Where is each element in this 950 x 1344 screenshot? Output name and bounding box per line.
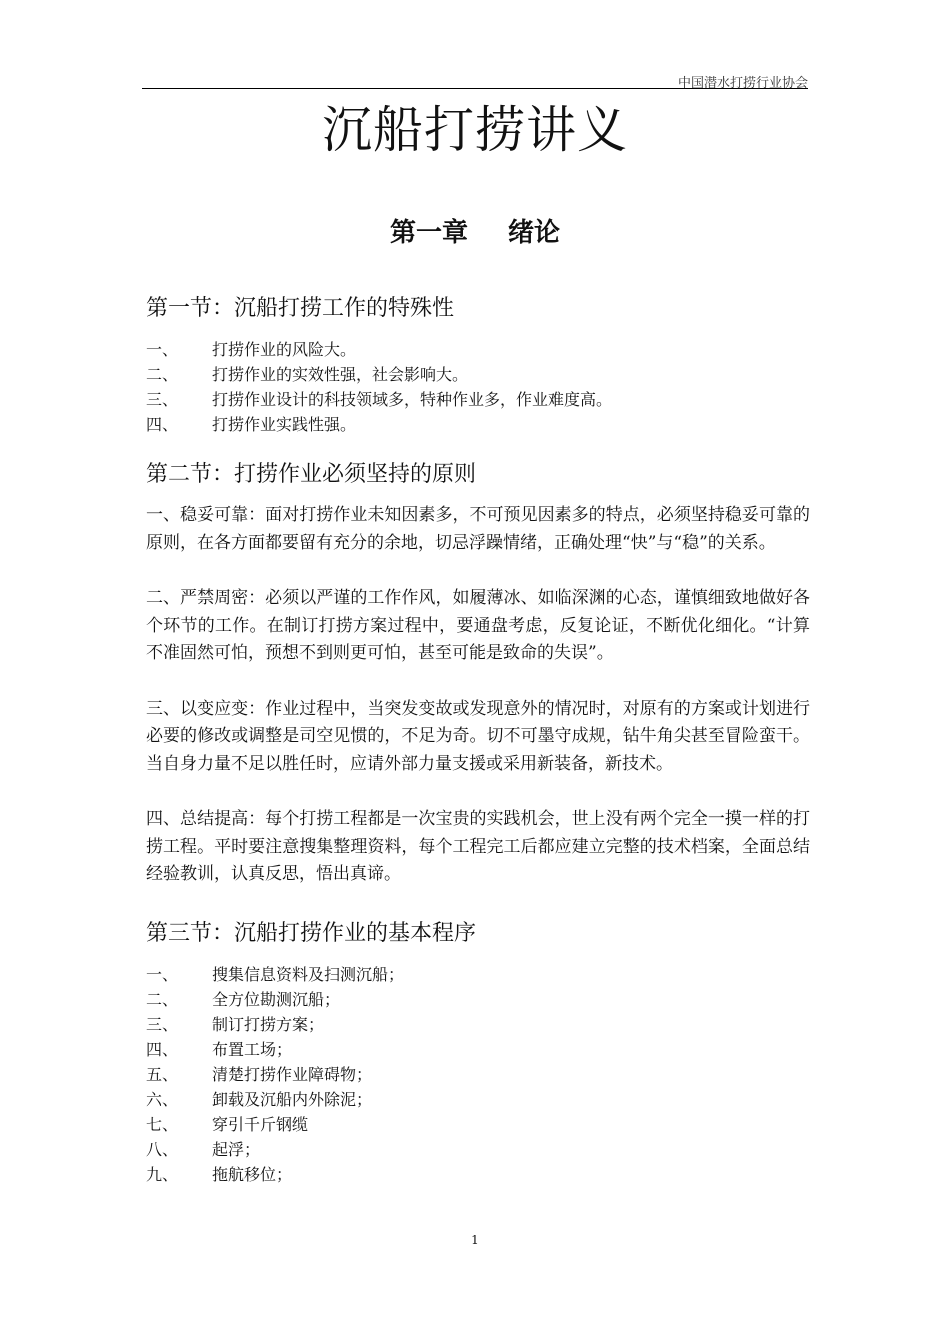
list-item [146,337,810,362]
numbered-list [146,337,810,437]
section-heading: 第二节：打捞作业必须坚持的原则 [146,462,477,487]
list-text: 搜集信息资料及扫测沉船； [212,964,405,984]
list-item [146,987,810,1012]
list-number: 二、 [146,989,179,1009]
list-number: 九、 [146,1164,179,1184]
section-heading: 第一节：沉船打捞工作的特殊性 [146,296,455,321]
list-number: 三、 [146,1014,179,1034]
list-text: 卸载及沉船内外除泥； [212,1089,373,1109]
section-1 [146,292,810,437]
list-number: 六、 [146,1089,179,1109]
list-item [146,1087,810,1112]
list-text: 清楚打捞作业障碍物； [212,1064,373,1084]
list-item [146,962,810,987]
list-item [146,412,810,437]
list-number: 四、 [146,415,179,434]
numbered-list [146,962,810,1187]
principle-paragraph: 四、总结提高：每个打捞工程都是一次宝贵的实践机会，世上没有两个完全一摸一样的打捞工程。平时要注意搜集整理资料，每个工程完工后都应建立完整的技术档案，全面总结经验教训，认真反思，悟出真谛。 [146,809,810,884]
page-number: 1 [471,1233,479,1247]
list-text: 拖航移位； [212,1164,293,1184]
chapter-heading [0,212,950,249]
list-text: 打捞作业实践性强。 [212,415,357,434]
list-number: 一、 [146,964,179,984]
list-number: 七、 [146,1114,179,1134]
section-3 [146,917,810,1187]
document-title: 沉船打捞讲义 [322,101,628,159]
document-body [146,292,810,1187]
list-item [146,1012,810,1037]
principle-paragraph: 一、稳妥可靠：面对打捞作业未知因素多，不可预见因素多的特点，必须坚持稳妥可靠的原则，在各方面都要留有充分的余地，切忌浮躁情绪，正确处理“快”与“稳”的关系。 [146,505,810,553]
list-text: 打捞作业的风险大。 [212,340,357,359]
list-item [146,1112,810,1137]
list-item [146,1062,810,1087]
list-text: 打捞作业的实效性强，社会影响大。 [212,365,469,384]
section-2 [146,458,810,889]
list-text: 布置工场； [212,1039,293,1059]
principle-paragraph: 三、以变应变：作业过程中，当突发变故或发现意外的情况时，对原有的方案或计划进行必要的修改或调整是司空见惯的，不足为奇。切不可墨守成规，钻牛角尖甚至冒险蛮干。当自身力量不足以胜任时，应请外部力量支援或采用新装备，新技术。 [146,698,810,774]
list-item [146,362,810,387]
list-number: 二、 [146,365,179,384]
chapter-name: 绪论 [508,218,561,248]
list-number: 四、 [146,1039,179,1059]
header-organization: 中国潜水打捞行业协会 [677,76,808,91]
list-number: 五、 [146,1064,179,1084]
list-number: 八、 [146,1139,179,1159]
header-rule [142,88,808,89]
list-number: 三、 [146,390,179,409]
list-item [146,1037,810,1062]
list-item [146,387,810,412]
list-text: 全方位勘测沉船； [212,989,341,1009]
list-item [146,1162,810,1187]
list-text: 起浮； [212,1139,261,1159]
chapter-number: 第一章 [389,218,468,248]
list-item [146,1137,810,1162]
list-text: 打捞作业设计的科技领域多，特种作业多，作业难度高。 [212,390,613,409]
section-heading: 第三节：沉船打捞作业的基本程序 [146,920,477,946]
principle-paragraph: 二、严禁周密：必须以严谨的工作作风，如履薄冰、如临深渊的心态，谨慎细致地做好各个环节的工作。在制订打捞方案过程中，要通盘考虑，反复论证，不断优化细化。“计算不准固然可怕，预想不到则更可怕，甚至可能是致命的失误”。 [146,588,810,663]
list-number: 一、 [146,340,179,359]
list-text: 穿引千斤钢缆 [212,1114,309,1134]
list-text: 制订打捞方案； [212,1014,325,1034]
